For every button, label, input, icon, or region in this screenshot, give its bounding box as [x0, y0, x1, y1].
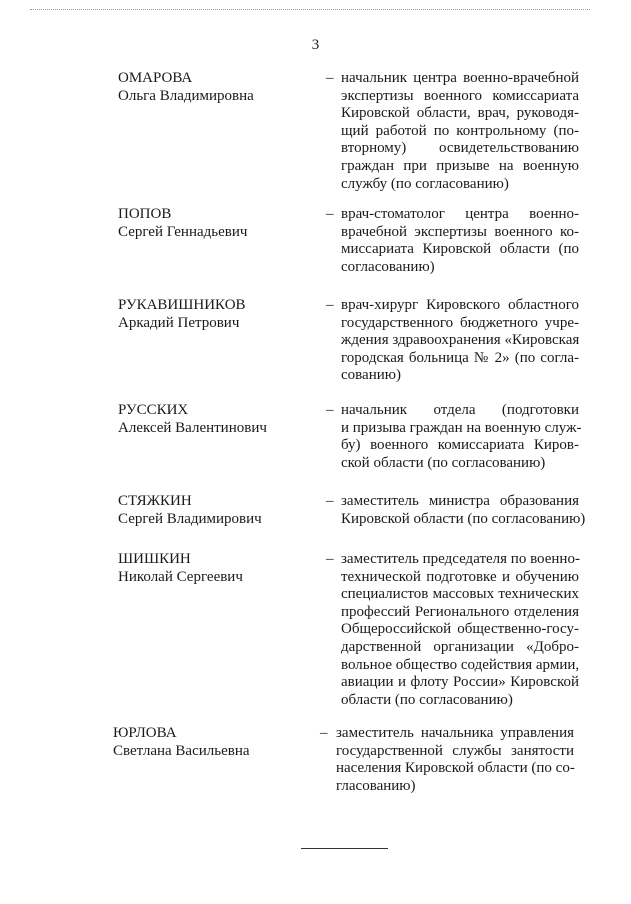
desc-line: ской области (по согласованию) [341, 454, 546, 471]
scan-top-edge [30, 9, 590, 11]
dash: – [326, 206, 334, 222]
position-description [341, 70, 579, 193]
page-number: 3 [311, 37, 320, 53]
given-name: Сергей Владимирович [118, 510, 262, 527]
person-name [118, 70, 254, 105]
dash: – [326, 297, 334, 313]
end-rule-divider [301, 848, 388, 849]
desc-line: вторному) освидетельствованию [341, 140, 579, 157]
desc-line: и призыва граждан на военную служ- [341, 419, 582, 436]
given-name: Светлана Васильевна [113, 742, 250, 759]
person-name [118, 493, 262, 528]
person-name [118, 297, 246, 332]
desc-line: вольное общество содействия армии, [341, 656, 580, 673]
desc-line: врачебной экспертизы военного ко- [341, 223, 579, 240]
desc-line: государственной службы занятости [336, 742, 574, 759]
desc-line: городская больница № 2» (по согла- [341, 349, 579, 366]
given-name: Ольга Владимировна [118, 87, 254, 104]
desc-line: гласованию) [336, 777, 416, 794]
desc-line: специалистов массовых технических [341, 586, 579, 603]
desc-line: технической подготовке и обучению [341, 568, 579, 585]
desc-line: населения Кировской области (по со- [336, 760, 575, 777]
desc-line: заместитель председателя по военно- [341, 551, 580, 567]
dash: – [326, 70, 334, 86]
given-name: Алексей Валентинович [118, 419, 267, 436]
desc-line: врач-хирург Кировского областного [341, 297, 579, 313]
desc-line: экспертизы военного комиссариата [341, 87, 579, 104]
dash: – [326, 402, 334, 418]
desc-line: дарственной организации «Добро- [341, 638, 579, 655]
desc-line: заместитель начальника управления [336, 725, 574, 741]
position-description [341, 206, 579, 276]
desc-line: Кировской области (по согласованию) [341, 510, 586, 527]
dash: – [326, 551, 334, 567]
surname: РУССКИХ [118, 402, 189, 418]
surname: ОМАРОВА [118, 70, 193, 86]
desc-line: области (по согласованию) [341, 691, 513, 708]
person-name [113, 725, 250, 760]
surname: СТЯЖКИН [118, 493, 192, 509]
desc-line: авиации и флоту России» Кировской [341, 674, 579, 691]
dash: – [320, 725, 328, 741]
person-name [118, 402, 267, 437]
desc-line: сованию) [341, 367, 401, 384]
desc-line: бу) военного комиссариата Киров- [341, 437, 579, 454]
position-description [336, 725, 574, 795]
desc-line: начальник отдела (подготовки [341, 402, 579, 418]
desc-line: профессий Регионального отделения [341, 603, 579, 620]
position-description [341, 493, 586, 528]
given-name: Николай Сергеевич [118, 568, 243, 585]
position-description [341, 402, 582, 472]
desc-line: Кировской области, врач, руководя- [341, 105, 579, 122]
desc-line: щий работой по контрольному (по- [341, 122, 579, 139]
given-name: Аркадий Петрович [118, 314, 240, 331]
dash: – [326, 493, 334, 509]
desc-line: государственного бюджетного учре- [341, 314, 579, 331]
desc-line: службу (по согласованию) [341, 175, 509, 192]
surname: РУКАВИШНИКОВ [118, 297, 246, 313]
person-name [118, 551, 243, 586]
desc-line: миссариата Кировской области (по [341, 241, 579, 258]
surname: ЮРЛОВА [113, 725, 177, 741]
desc-line: начальник центра военно-врачебной [341, 70, 579, 86]
given-name: Сергей Геннадьевич [118, 223, 248, 240]
desc-line: врач-стоматолог центра военно- [341, 206, 579, 222]
desc-line: Общероссийской общественно-госу- [341, 621, 579, 638]
desc-line: ждения здравоохранения «Кировская [341, 332, 580, 349]
position-description [341, 551, 579, 709]
surname: ПОПОВ [118, 206, 172, 222]
desc-line: заместитель министра образования [341, 493, 579, 509]
desc-line: согласованию) [341, 258, 435, 275]
position-description [341, 297, 579, 385]
person-name [118, 206, 247, 241]
desc-line: граждан при призыве на военную [341, 157, 579, 174]
surname: ШИШКИН [118, 551, 191, 567]
